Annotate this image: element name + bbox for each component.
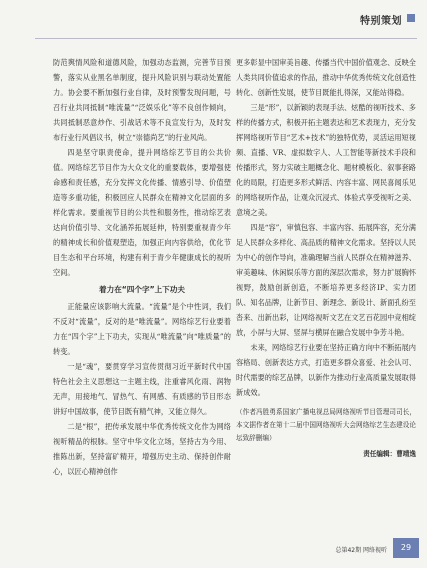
paragraph: 四是坚守职责使命，提升网络综艺节目的公共价值。网络综艺节目作为大众文化的重要载体，要增强使命感和责任感，充分发挥文化传播、情感引导、价值塑造等多重功能，积极回应人民群众在精神文化层面的多样化需求。要重视节目的公共性和服务性，推动综艺表达向价值引导、文化涵养拓展延伸，特别要重视青少年的精神成长和价值观塑造，加强正向内容供给，优化节目生态和平台环境，构建有利于青少年健康成长的视听空间。 xyxy=(53,148,231,277)
right-column xyxy=(236,55,416,462)
paragraph: 更多彰显中国审美旨趣、传播当代中国价值观念、反映全人类共同价值追求的作品，推动中华优秀传统文化创造性转化、创新性发展，使节目既能扎得深，又能站得稳。 xyxy=(236,58,416,97)
paragraph: 四是“容”，审慎包容、丰富内容、拓展阵容，充分满足人民群众多样化、高品质的精神文化需求。坚持以人民为中心的创作导向，准确理解当前人民群众在精神滋养、审美趣味、休闲娱乐等方面的深层次需求，努力扩展胸怀视野，鼓励创新创造，不断培养更多经济IP、实力团队、知名品牌，让新节目、新理念、新设计、新面孔纷至沓来、出新出彩，让网络视听文艺在文艺百花园中竞相绽放，小屏与大屏、竖屏与横屏在融合发展中争芳斗艳。 xyxy=(236,223,416,337)
section-title: 特别策划 xyxy=(360,16,402,27)
section-marker-icon xyxy=(407,14,415,22)
paragraph: 二是“根”，把传承发展中华优秀传统文化作为网络视听精品的根脉。坚守中华文化立场，坚持古为今用、推陈出新，坚持富矿精开，增强历史主动、保持创作耐心，以匠心精神创作 xyxy=(53,422,231,476)
paragraph: 未来，网络综艺行业要在坚持正确方向中不断拓展内容格局、创新表达方式，打造更多群众喜爱、社会认可、时代需要的综艺品牌，以新作为推动行业高质量发展取得新成效。 xyxy=(236,343,416,397)
subheading: 着力在“四个字”上下功夫 xyxy=(99,285,185,294)
footer xyxy=(0,532,427,568)
page-number: 29 xyxy=(393,538,419,558)
author-note xyxy=(236,406,416,445)
top-divider xyxy=(35,38,417,39)
author-note-text: （作者冯胜勇系国家广播电视总局网络视听节目管理司司长，本文据作者在第十二届中国网络视听大会网络综艺生态建设论坛致辞删编） xyxy=(236,408,416,442)
paragraph: 防范舆情风险和道德风险，加强动态监测，完善节目预警，落实从业黑名单制度，提升风险识别与联动处置能力。协会要不断加强行业自律，及时预警发现问题，号召行业共同抵制“唯流量”“泛娱乐化”等不良创作倾向，共同抵制恶意炒作、引战话术等不良宣发行为，及时发布行业行风倡议书，树立“崇德尚艺”的行业风尚。 xyxy=(53,58,231,142)
issue-label: 总第42期 网络视听 xyxy=(335,547,387,554)
paragraph: 三是“形”，以新颖的表现手法、炫酷的视听技术、多样的传播方式，积极开拓主题表达和艺术表现力，充分发挥网络视听节目“艺术+技术”的独特优势，灵活运用短视频、直播、VR、虚拟数字人、人工智能等新技术手段和传播形式，努力实破主题概念化、题材模板化、叙事套路化的局限，打造更多形式鲜活、内容丰富、网民喜闻乐见的网络视听作品，让观众沉浸式、体验式享受视听之美、意境之美。 xyxy=(236,103,416,217)
left-column xyxy=(53,55,231,479)
editor-credit: 责任编辑：曹靖逸 xyxy=(363,450,416,458)
top-bar xyxy=(0,0,427,30)
paragraph: 一是“魂”，要贯穿学习宣传贯彻习近平新时代中国特色社会主义思想这一主题主线，注重睿风化雨、润物无声，用接地气、冒热气、有网感、有质感的节目形态讲好中国故事，使节目既有精气神，又能立得久。 xyxy=(53,362,231,416)
paragraph: 正能量应该影响大流量。“流量”是个中性词，我们不反对“流量”，反对的是“唯流量”。网络综艺行业要着力在“四个字”上下功夫，实现从“唯流量”向“唯质量”的转变。 xyxy=(53,302,231,356)
